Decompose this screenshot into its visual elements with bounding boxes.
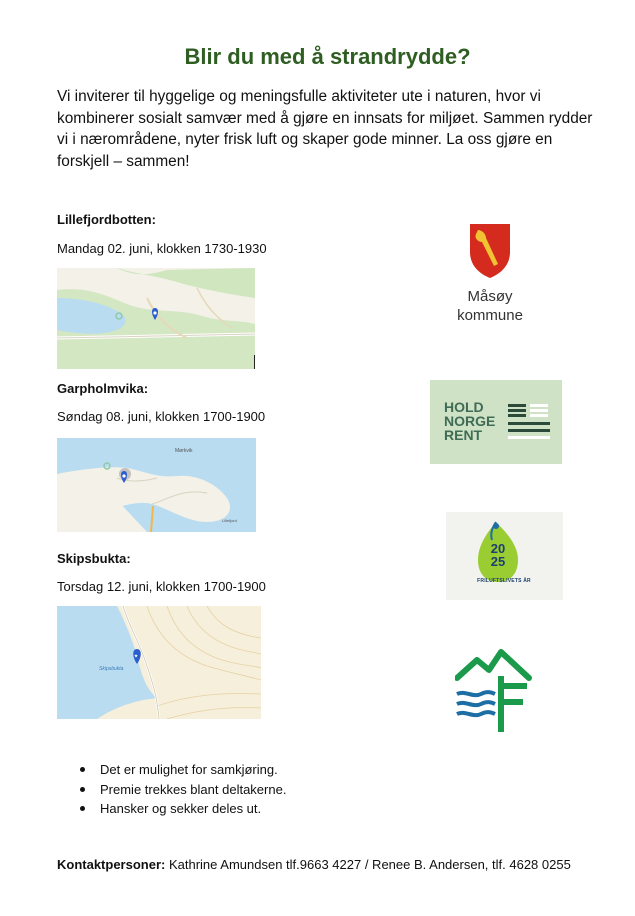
hold-norge-rent-logo [430,380,562,464]
info-list [78,760,286,819]
mountain-wave-f-icon [455,648,535,736]
event-2-name: Garpholmvika: [57,381,149,396]
hnr-pattern-icon [508,404,554,444]
event-3-name: Skipsbukta: [57,551,131,566]
event-1-name: Lillefjordbotten: [57,212,156,227]
masoy-logo-line1: Måsøy [467,288,513,305]
list-item: Premie trekkes blant deltakerne. [78,780,286,800]
hnr-line1: HOLD [444,399,484,415]
list-item: Hansker og sekker deles ut. [78,799,286,819]
list-item: Det er mulighet for samkjøring. [78,760,286,780]
masoy-kommune-logo [440,222,540,327]
map-skipsbukta [57,606,261,719]
map-garpholmvika-label-2: Lillefjord [222,518,237,523]
map-skipsbukta-label: Skipsbukta [99,666,124,672]
hnr-line3: RENT [444,427,483,443]
event-2-date: Søndag 08. juni, klokken 1700-1900 [57,409,266,424]
text-cursor [254,355,255,369]
masoy-logo-line2: kommune [457,307,523,324]
map-garpholmvika [57,438,256,532]
intro-text: Vi inviterer til hyggelige og meningsfulle aktiviteter ute i naturen, hvor vi kombinerer sosialt samvær med å gjøre en innsats for miljøet. Sammen rydder vi i nærområdene, nyter frisk luft og skaper gode minner. La oss gjøre en forskjell – sammen! [57,88,593,170]
contact-info [57,857,571,872]
fa-year-bottom: 25 [490,554,506,569]
friluftsrad-logo [455,648,535,736]
event-3-date: Torsdag 12. juni, klokken 1700-1900 [57,579,266,594]
fa-year-top: 20 [490,541,506,556]
map-garpholmvika-label-1: Mørkvik [175,448,193,454]
hnr-line2: NORGE [444,413,496,429]
friluftslivets-ar-logo [446,512,563,600]
event-1-date: Mandag 02. juni, klokken 1730-1930 [57,241,267,256]
masoy-coat-of-arms-icon [440,222,540,282]
svg-text:★: ★ [133,653,139,660]
map-lillefjordbotten [57,268,255,369]
contact-text: Kathrine Amundsen tlf.9663 4227 / Renee B. Andersen, tlf. 4628 0255 [165,857,571,872]
contact-label: Kontaktpersoner: [57,857,166,872]
fa-text: FRILUFTSLIVETS ÅR [477,578,531,584]
page-title: Blir du med å strandrydde? [184,44,471,69]
